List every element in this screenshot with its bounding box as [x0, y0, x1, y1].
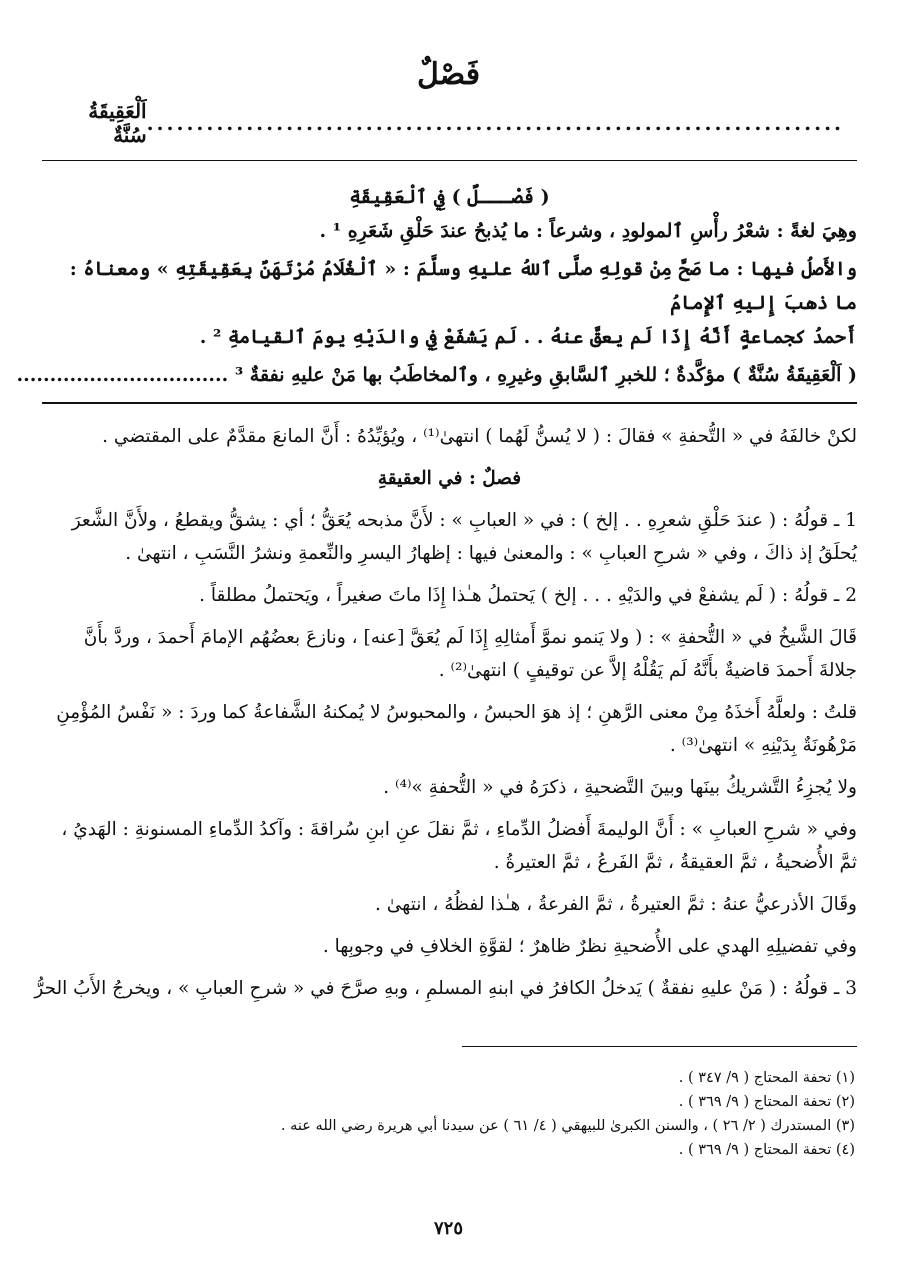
main-text-line: والأَصلُ فيها : ما صَحَّ مِنْ قولِهِ صلَّى ٱللهُ عليهِ وسلَّمَ : « ٱلْغُلَامُ مُرْتَهَنٌ بِعَقِيقَتِهِ » ومعناهُ : ما ذهبَ إِليهِ ٱلإِمامُ [69, 258, 857, 314]
footnotes [200, 1066, 855, 1162]
commentary [34, 420, 857, 1014]
footnote: (٤) تحفة المحتاج ( ٩/ ٣٦٩ ) . [678, 1142, 855, 1158]
main-text-line: أَحمدُ كجماعةٍ أَنَّهُ إِذَا لَم يعقَّ عنهُ . . لَم يَشفَعْ فِي والدَيْهِ يومَ ٱلقيامةِ ² . [199, 326, 857, 348]
commentary-paragraph: قَالَ الشَّيخُ في « التُّحفةِ » : ( ولا يَنمو نموَّ أَمثالِهِ إِذَا لَم يُعَقَّ [عنه] ، ونازعَ بعضُهُم الإمامَ أَحمدَ ، وردَّ بأَنَّ جلالةَ أَحمدَ قاضيةٌ بأَنَّهُ لَم يَقُلْهُ إلاَّ عن توقيفٍ ) انتهىٰ⁽²⁾ . [83, 627, 857, 681]
main-text-heading: ( فَصْـــلٌ ) فِي ٱلْعَقِيقَةِ [349, 186, 550, 208]
main-text [16, 180, 857, 392]
toc-entry [50, 99, 850, 147]
commentary-separator [42, 402, 857, 404]
header-rule [42, 160, 857, 161]
commentary-paragraph: وقَالَ الأذرعيُّ عنهُ : ثمَّ العتيرةُ ، ثمَّ الفرعةُ ، هـٰذا لفظُهُ ، انتهىٰ . [375, 894, 857, 915]
footnote: (١) تحفة المحتاج ( ٩/ ٣٤٧ ) . [678, 1070, 855, 1086]
commentary-paragraph: 2 ـ قولُهُ : ( لَم يشفعْ في والدَيْهِ . . . إلخ ) يَحتملُ هـٰذا إِذَا ماتَ صغيراً ، ويَحتملُ مطلقاً . [199, 585, 857, 606]
main-text-line: وهِيَ لغةً : شعْرُ رأْسِ ٱلمولودِ ، وشرعاً : ما يُذبحُ عندَ حَلْقِ شَعَرِهِ ¹ . [319, 220, 857, 242]
section-ornament: فَصْلٌ [416, 57, 481, 92]
footnote: (٣) المستدرك ( ٢/ ٢٦ ) ، والسنن الكبرىٰ للبيهقي ( ٤/ ٦١ ) عن سيدنا أبي هريرة رضي الله عنه . [280, 1118, 855, 1134]
commentary-paragraph: لكنْ خالفَهُ في « التُّحفةِ » فقالَ : ( لا يُسنُّ لَهُما ) انتهىٰ⁽¹⁾ ، ويُؤيِّدُهُ : أَنَّ المانعَ مقدَّمٌ على المقتضي . [102, 426, 857, 447]
commentary-paragraph: وفي تفضيلِهِ الهدي على الأُضحيةِ نظرٌ ظاهرٌ ؛ لقوَّةِ الخلافِ في وجوبِها . [322, 936, 857, 957]
toc-entry-title: اَلْعَقِيقَةُ سُنَّةٌ [88, 99, 147, 147]
commentary-heading: فصلٌ : في العقيقةِ [377, 468, 522, 489]
page-number: ٧٢٥ [433, 1218, 463, 1239]
commentary-paragraph: قلتُ : ولعلَّهُ أَخذَهُ مِنْ معنى الرَّهنِ ؛ إذ هوَ الحبسُ ، والمحبوسُ لا يُمكنهُ الشَّفاعةُ كما وردَ : « نَفْسُ المُؤْمِنِ مَرْهُونَةٌ بِدَيْنِهِ » انتهىٰ⁽³⁾ . [56, 702, 857, 756]
main-text-line: ( اَلْعَقِيقَةُ سُنَّةٌ ) مؤكَّدةٌ ؛ للخبرِ ٱلسَّابقِ وغيرِهِ ، وٱلمخاطَبُ بها مَنْ عليهِ نفقةٌ ³ ................................ [16, 364, 857, 386]
footnote: (٢) تحفة المحتاج ( ٩/ ٣٦٩ ) . [678, 1094, 855, 1110]
footnote-rule [462, 1046, 857, 1047]
commentary-paragraph: 3 ـ قولُهُ : ( مَنْ عليهِ نفقةٌ ) يَدخلُ الكافرُ في ابنهِ المسلمِ ، وبهِ صرَّحَ في « شرحِ العبابِ » ، ويخرجُ الأَبُ الحرُّ [34, 978, 857, 999]
toc-leader-dots: ...................................................................... [146, 111, 844, 135]
commentary-paragraph: وفي « شرحِ العبابِ » : أَنَّ الوليمةَ أَفضلُ الدِّماءِ ، ثمَّ نقلَ عنِ ابنِ سُراقةَ : وآكدُ الدِّماءِ المسنونةِ : الهَديُ ، ثمَّ الأُضحيةُ ، ثمَّ العقيقةُ ، ثمَّ الفَرعُ ، ثمَّ العتيرةُ . [61, 819, 857, 873]
commentary-paragraph: ولا يُجزِءُ التَّشريكُ بينَها وبينَ التَّضحيةِ ، ذكرَهُ في « التُّحفةِ »⁽⁴⁾ . [383, 777, 857, 798]
commentary-paragraph: 1 ـ قولُهُ : ( عندَ حَلْقِ شعرِهِ . . إلخ ) : في « العبابِ » : لأَنَّ مذبحه يُعَقُّ ؛ أي : يشقُّ ويقطعُ ، ولأَنَّ الشَّعرَ يُحلَقُ إذ ذاكَ ، وفي « شرحِ العبابِ » : والمعنىٰ فيها : إظهارُ اليسرِ والنِّعمةِ ونشرُ النَّسَبِ ، انتهىٰ . [71, 510, 857, 564]
